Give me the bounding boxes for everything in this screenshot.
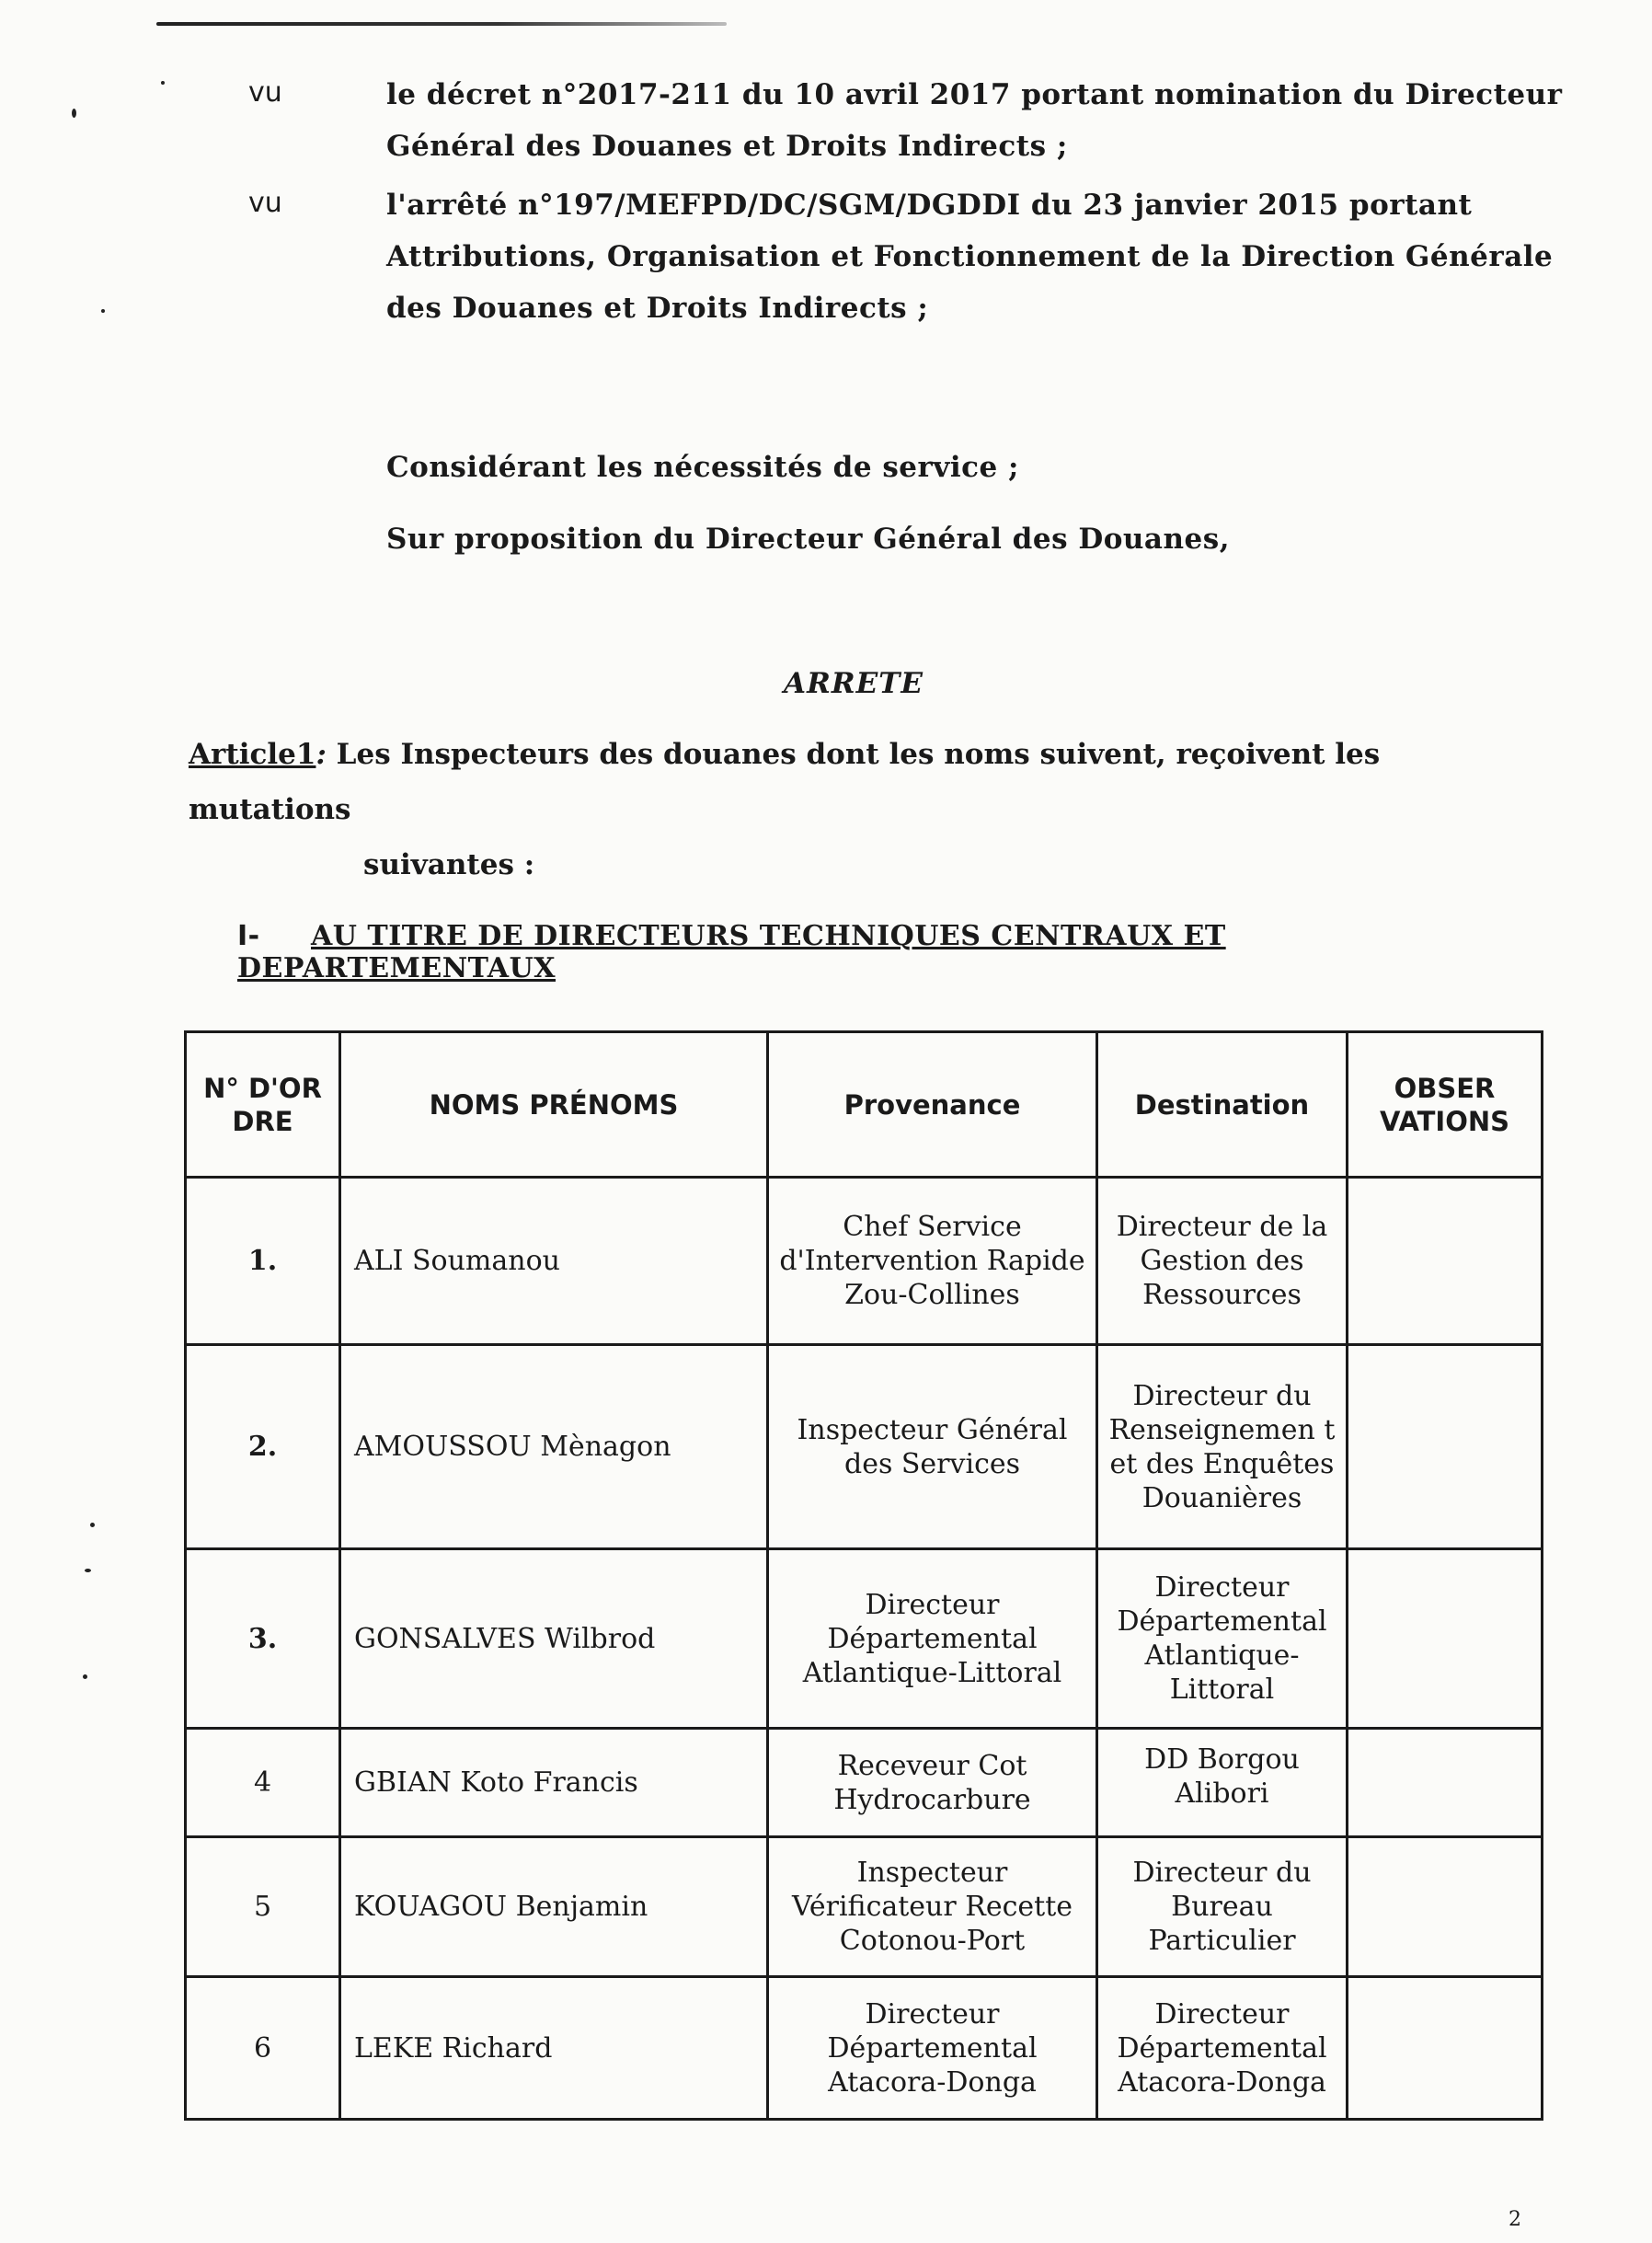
cell-num: 1. [186,1178,340,1345]
article-text-line2: suivantes : [363,848,535,881]
cell-name: KOUAGOU Benjamin [340,1837,768,1977]
consideration-service: Considérant les nécessités de service ; [386,451,1019,484]
table-row [186,1178,1543,1345]
header-destination: Destination [1097,1032,1348,1178]
scan-speck [72,109,76,118]
cell-name: GONSALVES Wilbrod [340,1549,768,1729]
cell-destination: Directeur de la Gestion des Ressources [1097,1178,1348,1345]
cell-destination: Directeur Départemental Atacora-Donga [1097,1977,1348,2120]
cell-provenance: Directeur Départemental Atlantique-Littoral [768,1549,1097,1729]
cell-num: 5 [186,1837,340,1977]
article-text-line1: Les Inspecteurs des douanes dont les noms suivent, reçoivent les mutations [189,738,1381,826]
header-noms: NOMS PRÉNOMS [340,1032,768,1178]
mutations-table [184,1030,1543,2121]
table-row [186,1729,1543,1837]
visa-label: vu [248,76,282,109]
header-observations: OBSER VATIONS [1348,1032,1543,1178]
header-numero: N° D'OR DRE [186,1032,340,1178]
visa-label: vu [248,187,282,219]
cell-observations [1348,1977,1543,2120]
visa-text: le décret n°2017-211 du 10 avril 2017 portant nomination du Directeur Général des Douanes et Droits Indirects ; [386,78,1563,163]
table-row [186,1549,1543,1729]
table-header-row [186,1032,1543,1178]
scan-speck [90,1523,95,1527]
page-number: 2 [1509,2208,1521,2231]
cell-observations [1348,1549,1543,1729]
cell-num: 4 [186,1729,340,1837]
table-row [186,1977,1543,2120]
cell-num: 2. [186,1345,340,1549]
cell-observations [1348,1178,1543,1345]
arrete-heading: ARRETE [784,667,924,700]
table-row [186,1345,1543,1549]
article-1 [189,727,1522,892]
section-heading [237,920,1543,984]
cell-provenance: Inspecteur Vérificateur Recette Cotonou-Port [768,1837,1097,1977]
cell-destination: Directeur du Bureau Particulier [1097,1837,1348,1977]
section-number: I- [237,920,260,952]
scan-speck [101,309,105,313]
cell-destination: Directeur Départemental Atlantique-Littoral [1097,1549,1348,1729]
article-label: Article1 [189,738,316,771]
section-title: AU TITRE DE DIRECTEURS TECHNIQUES CENTRAUX ET DEPARTEMENTAUX [237,920,1226,984]
cell-num: 3. [186,1549,340,1729]
cell-name: ALI Soumanou [340,1178,768,1345]
header-provenance: Provenance [768,1032,1097,1178]
scan-speck [161,81,165,85]
cell-provenance: Receveur Cot Hydrocarbure [768,1729,1097,1837]
cell-destination: DD Borgou Alibori [1097,1729,1348,1837]
scan-speck [83,1674,87,1679]
cell-observations [1348,1837,1543,1977]
cell-observations [1348,1729,1543,1837]
cell-name: GBIAN Koto Francis [340,1729,768,1837]
cell-provenance: Chef Service d'Intervention Rapide Zou-Collines [768,1178,1097,1345]
cell-destination: Directeur du Renseignemen t et des Enquêtes Douanières [1097,1345,1348,1549]
cell-name: AMOUSSOU Mènagon [340,1345,768,1549]
cell-observations [1348,1345,1543,1549]
top-rule [156,22,727,26]
consideration-proposition: Sur proposition du Directeur Général des Douanes, [386,523,1231,556]
article-colon: : [315,738,327,771]
cell-provenance: Inspecteur Général des Services [768,1345,1097,1549]
scan-speck [85,1569,91,1572]
cell-provenance: Directeur Départemental Atacora-Donga [768,1977,1097,2120]
table-row [186,1837,1543,1977]
cell-num: 6 [186,1977,340,2120]
cell-name: LEKE Richard [340,1977,768,2120]
visa-text: l'arrêté n°197/MEFPD/DC/SGM/DGDDI du 23 janvier 2015 portant Attributions, Organisation et Fonctionnement de la Direction Générale des Douanes et Droits Indirects ; [386,189,1554,325]
